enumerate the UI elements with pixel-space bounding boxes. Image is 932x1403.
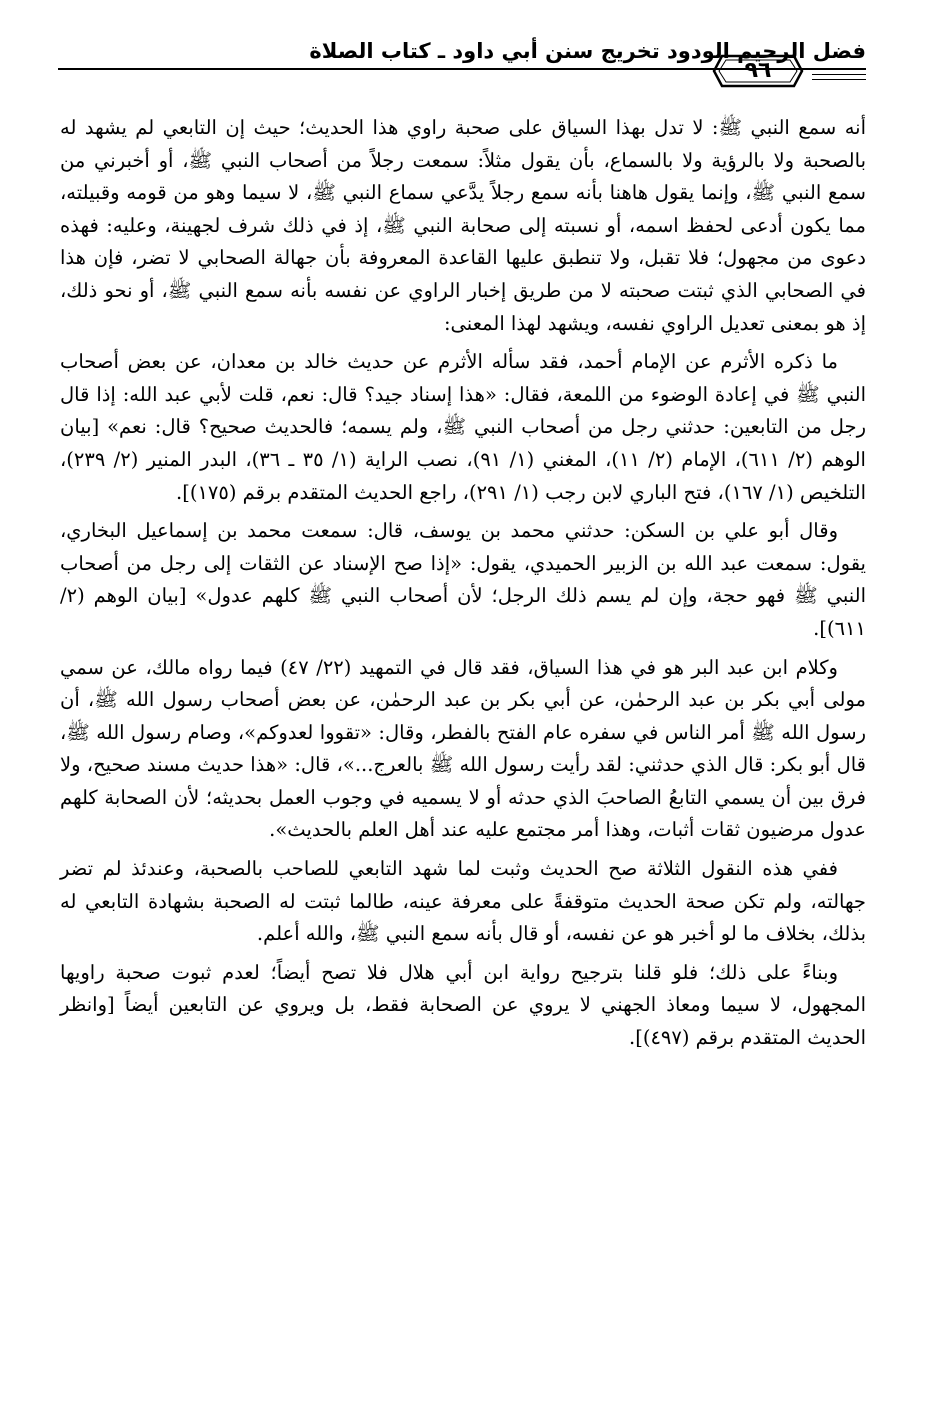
ornament-rule (812, 74, 866, 75)
paragraph: وبناءً على ذلك؛ فلو قلنا بترجيح رواية ابن أبي هلال فلا تصح أيضاً؛ لعدم ثبوت صحبة راويها المجهول، لا سيما ومعاذ الجهني لا يروي عن الصحابة فقط، بل ويروي عن التابعين أيضاً [وانظر الحديث المتقدم برقم (٤٩٧)]. (60, 960, 866, 1050)
page-body (60, 112, 866, 1061)
running-title: فضل الرحيم الودود تخريج سنن أبي داود ـ كتاب الصلاة (309, 39, 866, 63)
ornament-rule (812, 79, 866, 80)
page-number-ornament (712, 52, 804, 90)
paragraph: وقال أبو علي بن السكن: حدثني محمد بن يوسف، قال: سمعت محمد بن إسماعيل البخاري، يقول: سمعت عبد الله بن الزبير الحميدي، يقول: «إذا صح الإسناد عن الثقات إلى رجل من أصحاب النبي ﷺ فهو حجة، وإن لم يسم ذلك الرجل؛ لأن أصحاب النبي ﷺ كلهم عدول» [بيان الوهم (٢/ ٦١١)]. (60, 519, 866, 640)
paragraph: ففي هذه النقول الثلاثة صح الحديث وثبت لما شهد التابعي للصاحب بالصحبة، وعندئذ لم تضر جهالته، ولم تكن صحة الحديث متوقفةً على معرفة عينه، طالما ثبتت له الصحبة بشهادة التابعي له بذلك، بخلاف ما لو أخبر هو عن نفسه، أو قال بأنه سمع النبي ﷺ، والله أعلم. (60, 857, 866, 946)
page-number: ٩٦ (744, 58, 772, 83)
paragraph: وكلام ابن عبد البر هو في هذا السياق، فقد قال في التمهيد (٢٢/ ٤٧) فيما رواه مالك، عن سمي مولى أبي بكر بن عبد الرحمٰن، عن أبي بكر بن عبد الرحمٰن، عن بعض أصحاب رسول الله ﷺ، أن رسول الله ﷺ أمر الناس في سفره عام الفتح بالفطر، وقال: «تقووا لعدوكم»، وصام رسول الله ﷺ، قال أبو بكر: قال الذي حدثني: لقد رأيت رسول الله ﷺ بالعرج...»، قال: «هذا حديث مسند صحيح، ولا فرق بين أن يسمي التابعُ الصاحبَ الذي حدثه أو لا يسميه في وجوب العمل بحديثه؛ لأن الصحابة كلهم عدول مرضيون ثقات أثبات، وهذا أمر مجتمع عليه عند أهل العلم بالحديث». (60, 655, 866, 842)
paragraph: أنه سمع النبي ﷺ: لا تدل بهذا السياق على صحبة راوي هذا الحديث؛ حيث إن التابعي لم يشهد له بالصحبة ولا بالرؤية ولا بالسماع، بأن يقول مثلاً: سمعت رجلاً من أصحاب النبي ﷺ، أو أخبرني من سمع النبي ﷺ، وإنما يقول هاهنا بأنه سمع رجلاً يدَّعي سماع النبي ﷺ، لا سيما وهو من قومه وقبيلته، مما يكون أدعى لحفظ اسمه، أو نسبته إلى صحابة النبي ﷺ، إذ في ذلك شرف لجهينة، وعليه: فهذه دعوى من مجهول؛ فلا تقبل، ولا تنطبق عليها القاعدة المعروفة بأن جهالة الصحابي لا تضر، فإن هذا في الصحابي الذي ثبتت صحبته لا من طريق إخبار الراوي عن نفسه بأنه سمع النبي ﷺ، أو نحو ذلك، إذ هو بمعنى تعديل الراوي نفسه، ويشهد لهذا المعنى: (60, 116, 866, 335)
paragraph: ما ذكره الأثرم عن الإمام أحمد، فقد سأله الأثرم عن حديث خالد بن معدان، عن بعض أصحاب النبي ﷺ في إعادة الوضوء من اللمعة، فقال: «هذا إسناد جيد؟ قال: نعم، قلت لأبي عبد الله: إذا قال رجل من التابعين: حدثني رجل من أصحاب النبي ﷺ، ولم يسمه؛ فالحديث صحيح؟ قال: نعم» [بيان الوهم (٢/ ٦١١)، الإمام (٢/ ١١)، المغني (١/ ٩١)، نصب الراية (١/ ٣٥ ـ ٣٦)، البدر المنير (٢/ ٢٣٩)، التلخيص (١/ ١٦٧)، فتح الباري لابن رجب (١/ ٢٩١)، راجع الحديث المتقدم برقم (١٧٥)]. (60, 350, 866, 504)
